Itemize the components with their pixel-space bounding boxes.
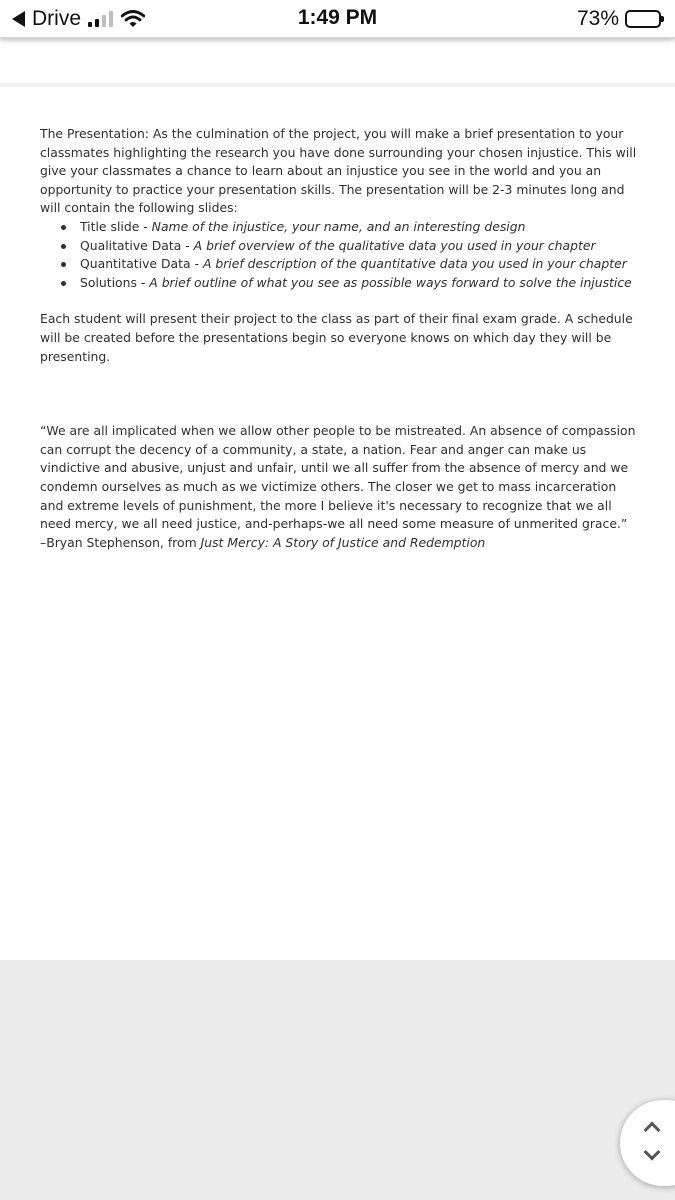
signal-icon: [88, 11, 113, 27]
back-to-drive-button[interactable]: [12, 6, 145, 32]
slide-description: A brief description of the quantitative data you used in your chapter: [202, 256, 627, 272]
slide-label: Title slide -: [80, 218, 152, 234]
schedule-paragraph: Each student will present their project to the class as part of their final exam grade. A schedule will be created before the presentations begin so everyone knows on which day they will be presenting.: [40, 311, 633, 364]
slide-description: A brief outline of what you see as possible ways forward to solve the injustice: [149, 274, 632, 290]
attribution-prefix: –Bryan Stephenson, from: [40, 534, 201, 550]
status-bar: [0, 0, 675, 38]
page-divider: [0, 83, 675, 87]
quote-attribution: [40, 534, 640, 553]
slide-item: [60, 274, 640, 293]
battery-icon: [625, 10, 661, 28]
slide-list: [40, 218, 640, 292]
book-title: Just Mercy: A Story of Justice and Redemption: [200, 534, 486, 550]
wifi-icon: [121, 10, 145, 28]
slide-label: Solutions -: [80, 274, 150, 290]
document-text: [40, 125, 640, 552]
slide-description: A brief overview of the qualitative data you used in your chapter: [193, 237, 596, 253]
document-page: [0, 38, 675, 960]
slide-description: Name of the injustice, your name, and an interesting design: [151, 218, 526, 234]
chevron-down-icon[interactable]: [644, 1144, 661, 1161]
presentation-paragraph: The Presentation: As the culmination of the project, you will make a brief presentation to your classmates highlighting the research you have done surrounding your chosen injustice. This will give your classmates a chance to learn about an injustice you see in the world and you an opportunity to practice your presentation skills. The presentation will be 2-3 minutes long and will contain the following slides:: [40, 126, 637, 216]
chevron-up-icon[interactable]: [644, 1122, 661, 1139]
battery-status: [577, 6, 661, 32]
slide-item: [60, 255, 640, 274]
slide-label: Quantitative Data -: [80, 256, 203, 272]
slide-label: Qualitative Data -: [80, 237, 194, 253]
back-label: Drive: [32, 7, 82, 30]
battery-percent: 73%: [576, 7, 619, 30]
quote-paragraph: “We are all implicated when we allow other people to be mistreated. An absence of compassion can corrupt the decency of a community, a state, a nation. Fear and anger can make us vindictive and abusive, unjust and unfair, until we all suffer from the absence of mercy and we condemn ourselves as much as we victimize others. The closer we get to mass incarceration and extreme levels of punishment, the more I believe it's necessary to recognize that we all need mercy, we all need justice, and-perhaps-we all need some measure of unmerited grace.”: [40, 423, 636, 532]
slide-item: [60, 237, 640, 256]
back-arrow-icon: [12, 11, 25, 27]
page-scroll-control[interactable]: [620, 1100, 675, 1186]
clock: 1:49 PM: [297, 6, 378, 29]
slide-item: [60, 218, 640, 237]
